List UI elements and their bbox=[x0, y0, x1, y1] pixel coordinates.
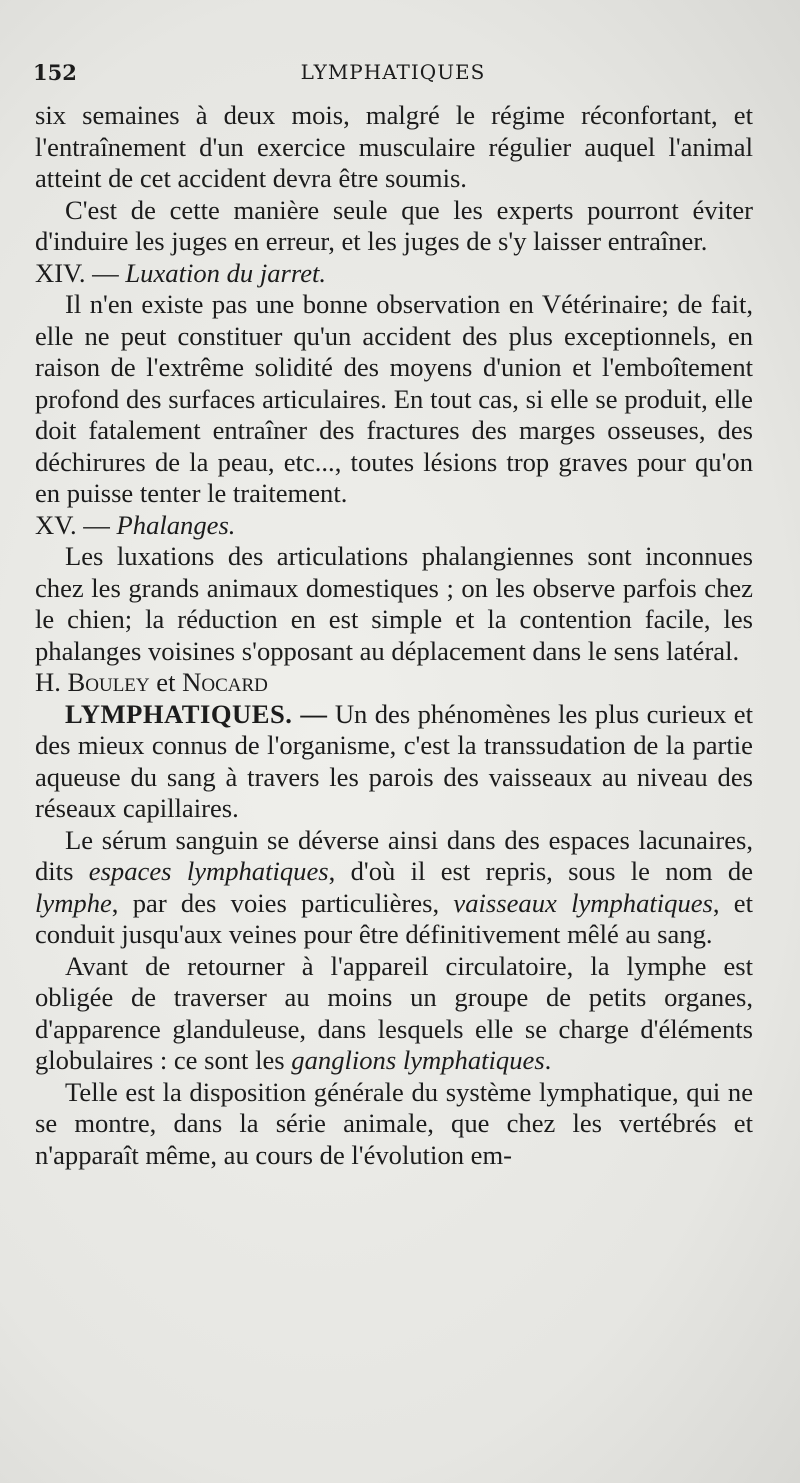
section-title-xiv: Luxation du jarret. bbox=[125, 257, 327, 288]
section-text-xv: Les luxations des articulations phalangiennes sont inconnues chez les grands animaux domestiques ; on les observe parfois chez le chien; la réduction en est simple et la contention facile, les phalanges voisines s'opposant au déplacement dans le sens latéral. bbox=[35, 541, 753, 666]
section-title-xv: Phalanges. bbox=[116, 509, 236, 540]
section-heading-xiv bbox=[35, 258, 753, 290]
signature-conjunction: et bbox=[156, 667, 176, 697]
section-heading-xv bbox=[35, 510, 753, 542]
article-lymphatiques-intro bbox=[35, 699, 753, 825]
italic-term: espaces lymphatiques bbox=[88, 856, 329, 886]
article-paragraph-serum bbox=[35, 825, 753, 951]
section-text-xiv: Il n'en existe pas une bonne observation en Vétérinaire; de fait, elle ne peut constituer qu'un accident des plus exceptionnels, en raison de l'extrême solidité des moyens d'union et l'emboîtement profond des surfaces articulaires. En tout cas, si elle se produit, elle doit fatalement entraîner des fractures des marges osseuses, des déchirures de la peau, etc..., toutes lésions trop graves pour qu'on en puisse tenter le traitement. bbox=[35, 289, 753, 508]
text-span: Avant de retourner à l'appareil circulatoire, la lymphe est obligée de traverser au moins un groupe de petits organes, d'apparence glanduleuse, dans lesquels elle se charge d'éléments globulaires : ce sont les bbox=[35, 950, 753, 1075]
running-title: LYMPHATIQUES bbox=[300, 60, 486, 84]
section-number-xv: XV. — bbox=[35, 509, 110, 540]
page-number: 152 bbox=[33, 60, 77, 85]
italic-term: vaisseaux lymphatiques bbox=[453, 887, 713, 918]
article-paragraph-disposition: Telle est la disposition générale du système lymphatique, qui ne se montre, dans la série animale, que chez les vertébrés et n'apparaît même, au cours de l'évolution em- bbox=[35, 1076, 753, 1170]
signature-author-2: Nocard bbox=[182, 667, 268, 697]
italic-term: ganglions lymphatiques bbox=[291, 1045, 545, 1075]
text-span: , d'où il est repris, sous le nom de bbox=[328, 856, 754, 886]
page-body bbox=[35, 100, 753, 1171]
signature-author-1: Bouley bbox=[67, 667, 150, 697]
article-paragraph-ganglions bbox=[35, 951, 753, 1077]
paragraph-experts: C'est de cette manière seule que les experts pourront éviter d'induire les juges en erreur, et les juges de s'y laisser entraîner. bbox=[35, 194, 753, 256]
text-span: . bbox=[544, 1045, 552, 1075]
signature-initial: H. bbox=[35, 667, 61, 697]
article-intro-text: Un des phénomènes les plus curieux et des mieux connus de l'organisme, c'est la transsudation de la partie aqueuse du sang à travers les parois des vaisseaux au niveau des réseaux capillaires. bbox=[35, 698, 753, 823]
author-signature bbox=[35, 667, 753, 699]
text-span: Le sérum sanguin se déverse ainsi dans des espaces lacunaires, dits bbox=[35, 824, 753, 886]
article-lead-term: LYMPHATIQUES. — bbox=[65, 698, 328, 729]
text-span: , et conduit jusqu'aux veines pour être définitivement mêlé au sang. bbox=[35, 887, 753, 949]
page-header bbox=[33, 60, 753, 90]
italic-term: lymphe bbox=[35, 887, 112, 918]
paragraph-continuation: six semaines à deux mois, malgré le régime réconfortant, et l'entraînement d'un exercice musculaire régulier auquel l'animal atteint de cet accident devra être soumis. bbox=[35, 100, 753, 193]
section-number-xiv: XIV. — bbox=[35, 257, 119, 288]
text-span: , par des voies particulières, bbox=[111, 887, 440, 918]
